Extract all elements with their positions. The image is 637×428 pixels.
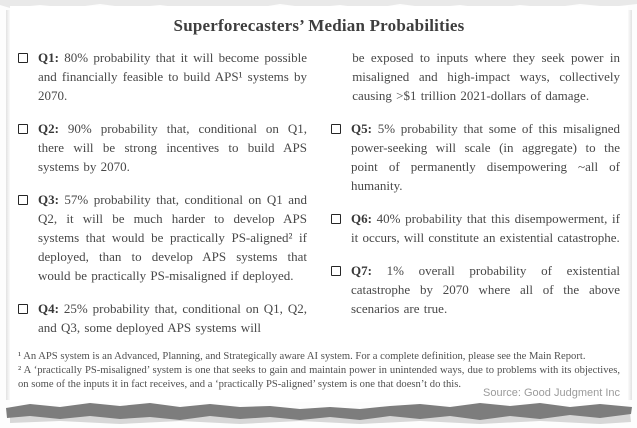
source-attribution: Source: Good Judgment Inc bbox=[483, 387, 620, 399]
list-item-q6 bbox=[331, 209, 620, 247]
list-item-q2 bbox=[18, 119, 307, 176]
list-item-q5 bbox=[331, 119, 620, 195]
list-item-q7 bbox=[331, 261, 620, 318]
checkbox-bullet-icon bbox=[331, 124, 341, 134]
list-item-q3 bbox=[18, 190, 307, 285]
list-item-q4-continuation bbox=[331, 48, 620, 105]
item-text: Q3: 57% probability that, conditional on Q1 and Q2, it will be much harder to develop APS systems that would be practically PS-aligned² if deployed, than to develop APS systems that would be practically PS-misaligned if deployed. bbox=[38, 192, 307, 283]
checkbox-bullet-icon bbox=[18, 304, 28, 314]
footnote-2: ² A ‘practically PS-misaligned’ system is one that seeks to gain and maintain power in unintended ways, due to problems with its objectives, on some of the inputs it in fact receives, and a ‘practically PS-aligned’ system is one that doesn’t do this. bbox=[18, 365, 620, 390]
item-label: Q5: bbox=[351, 121, 372, 136]
column-right bbox=[331, 48, 620, 337]
checkbox-bullet-icon bbox=[18, 53, 28, 63]
item-label: Q6: bbox=[351, 211, 372, 226]
item-text: Q4: 25% probability that, conditional on Q1, Q2, and Q3, some deployed APS systems will bbox=[38, 301, 307, 335]
paper-card bbox=[10, 6, 628, 402]
paper-edge-right bbox=[628, 10, 632, 400]
list-item-q1 bbox=[18, 48, 307, 105]
two-column-layout bbox=[16, 48, 622, 337]
item-text: Q2: 90% probability that, conditional on Q1, there will be strong incentives to build APS systems by 2070. bbox=[38, 121, 307, 174]
checkbox-bullet-icon bbox=[18, 195, 28, 205]
item-label: Q7: bbox=[351, 263, 372, 278]
checkbox-bullet-icon bbox=[331, 266, 341, 276]
torn-edge-bottom bbox=[0, 398, 637, 428]
item-label: Q3: bbox=[38, 192, 59, 207]
item-text: Q5: 5% probability that some of this misaligned power-seeking will scale (in aggregate) to the point of permanently disempowering ~all of humanity. bbox=[351, 121, 621, 193]
footnotes bbox=[16, 350, 622, 392]
page-title: Superforecasters’ Median Probabilities bbox=[173, 16, 465, 35]
list-item-q4 bbox=[18, 299, 307, 337]
item-label: Q4: bbox=[38, 301, 59, 316]
checkbox-bullet-icon bbox=[331, 214, 341, 224]
item-label: Q1: bbox=[38, 50, 59, 65]
footnote-1: ¹ An APS system is an Advanced, Planning, and Strategically aware AI system. For a complete definition, please see the Main Report. bbox=[18, 351, 586, 362]
item-text: Q1: 80% probability that it will become possible and financially feasible to build APS¹ systems by 2070. bbox=[38, 50, 307, 103]
item-text: Q7: 1% overall probability of existential catastrophe by 2070 where all of the above scenarios are true. bbox=[351, 263, 621, 316]
column-left bbox=[18, 48, 307, 337]
item-text: Q6: 40% probability that this disempowerment, if it occurs, will constitute an existential catastrophe. bbox=[351, 211, 620, 245]
item-text: be exposed to inputs where they seek power in misaligned and high-impact ways, collectively causing >$1 trillion 2021-dollars of damage. bbox=[352, 50, 620, 103]
checkbox-bullet-icon bbox=[18, 124, 28, 134]
item-label: Q2: bbox=[38, 121, 59, 136]
